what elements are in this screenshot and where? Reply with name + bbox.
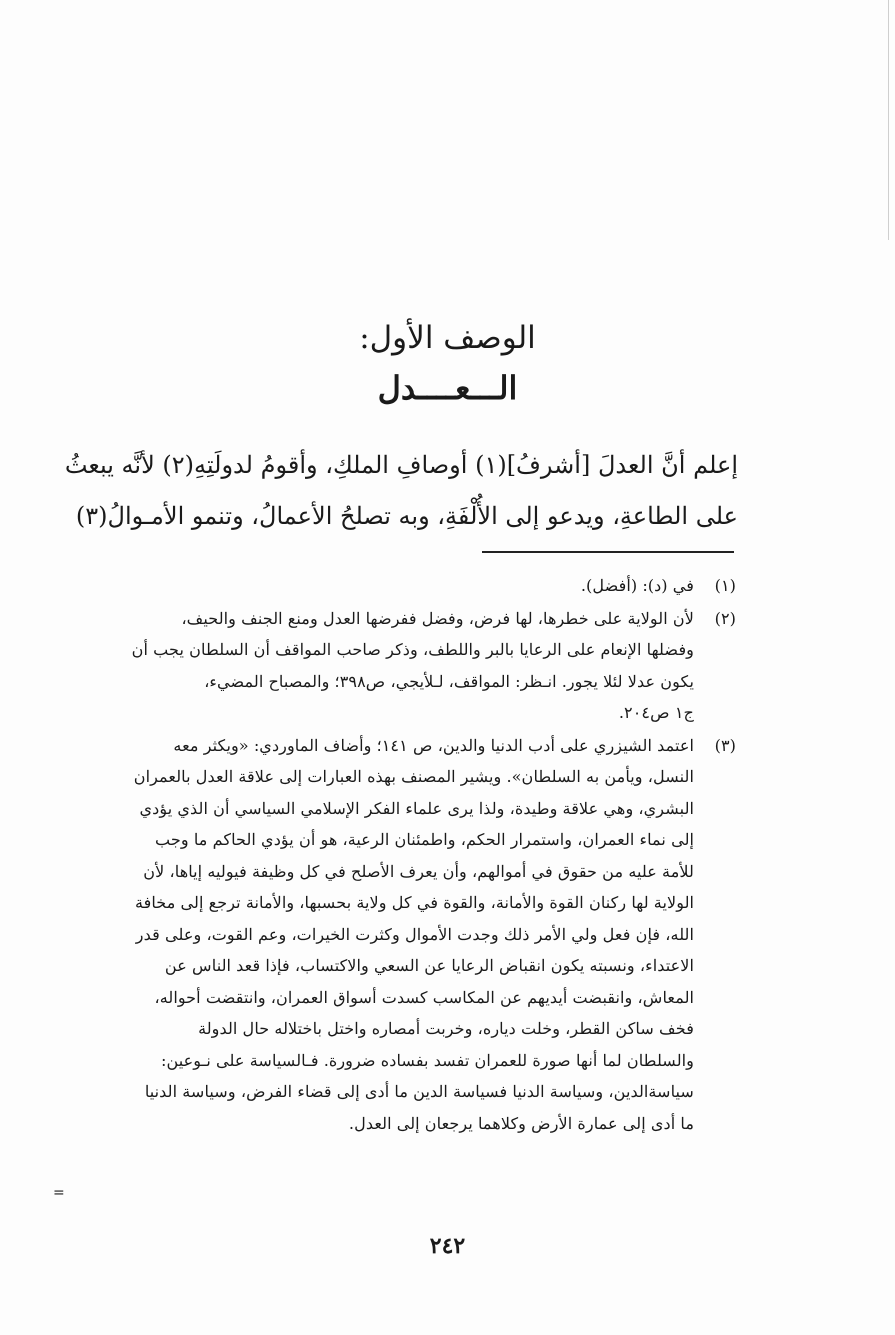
footnote-line: لأن الولاية على خطرها، لها فرض، وفضل ففرضها العدل ومنع الجنف والحيف، xyxy=(181,608,694,628)
footnote-2 xyxy=(104,603,736,729)
footnote-1 xyxy=(104,570,736,602)
footnote-divider xyxy=(482,551,734,553)
page-edge-line xyxy=(888,0,889,240)
footnote-number: (٣) xyxy=(714,735,736,755)
footnote-line: يكون عدلا لئلا يجور. انـظر: المواقف، لـلأيجي، ص٣٩٨؛ والمصباح المضيء، xyxy=(204,671,694,691)
footnote-line: المعاش، وانقبضت أيديهم عن المكاسب كسدت أسواق العمران، وانتقضت أحواله، xyxy=(154,987,694,1007)
footnote-line: للأمة عليه من حقوق في أموالهم، وأن يعرف الأصلح في كل وظيفة فيوليه إياها، لأن xyxy=(143,861,694,881)
continuation-mark: = xyxy=(53,1185,65,1201)
footnote-line: النسل، ويأمن به السلطان». ويشير المصنف بهذه العبارات إلى علاقة العدل بالعمران xyxy=(133,767,694,786)
footnote-line: وفضلها الإنعام على الرعايا بالبر واللطف، وذكر صاحب المواقف أن السلطان يجب أن xyxy=(131,640,694,659)
footnotes-list xyxy=(104,570,736,1140)
paragraph-line: إعلم أنَّ العدلَ [أشرفُ](١) أوصافِ الملكِ، وأقومُ لدولَتِهِ(٢) لأنَّه يبعثُ xyxy=(64,451,738,479)
footnote-line: إلى نماء العمران، واستمرار الحكم، واطمئنان الرعية، هو أن يؤدي الحاكم ما وجب xyxy=(155,830,694,849)
footnote-line: سياسةالدين، وسياسة الدنيا فسياسة الدين ما أدى إلى قضاء الفرض، وسياسة الدنيا xyxy=(144,1082,694,1101)
page-number: ٢٤٢ xyxy=(429,1233,466,1259)
footnote-line: ما أدى إلى عمارة الأرض وكلاهما يرجعان إلى العدل. xyxy=(348,1113,694,1133)
footnote-number: (١) xyxy=(714,576,736,595)
footnote-line: البشري، وهي علاقة وطيدة، ولذا يرى علماء الفكر الإسلامي السياسي أن الذي يؤدي xyxy=(139,798,694,818)
footnote-line: فخف ساكن القطر، وخلت دياره، وخربت أمصاره واختل باختلاله حال الدولة xyxy=(198,1019,694,1038)
footnote-line: الله، فإن فعل ولي الأمر ذلك وجدت الأموال وكثرت الخيرات، وعم القوت، وعلى قدر xyxy=(135,924,694,944)
footnote-line: الولاية لها ركنان القوة والأمانة، والقوة في كل ولاية بحسبها، والأمانة ترجع إلى مخافة xyxy=(134,893,694,912)
main-paragraph xyxy=(64,440,738,542)
footnote-line: اعتمد الشيزري على أدب الدنيا والدين، ص ١٤١؛ وأضاف الماوردي: «ويكثر معه xyxy=(173,735,694,755)
footnote-line: والسلطان لما أنها صورة للعمران تفسد بفساده ضرورة. فـالسياسة على نـوعين: xyxy=(160,1050,694,1070)
footnote-3 xyxy=(104,730,736,1140)
section-subtitle: الـــعــــدل xyxy=(377,369,518,407)
paragraph-line: على الطاعةِ، ويدعو إلى الأُلْفَةِ، وبه تصلحُ الأعمالُ، وتنمو الأمـوالُ(٣) xyxy=(75,502,738,530)
footnote-line: في (د): (أفضل). xyxy=(580,576,694,595)
footnote-line: ج١ ص٢٠٤. xyxy=(618,703,694,722)
footnote-line: الاعتداء، ونسبته يكون انقباض الرعايا عن السعي والاكتساب، فإذا قعد الناس عن xyxy=(164,956,694,975)
section-title: الوصف الأول: xyxy=(359,320,536,356)
footnote-number: (٢) xyxy=(714,608,736,628)
